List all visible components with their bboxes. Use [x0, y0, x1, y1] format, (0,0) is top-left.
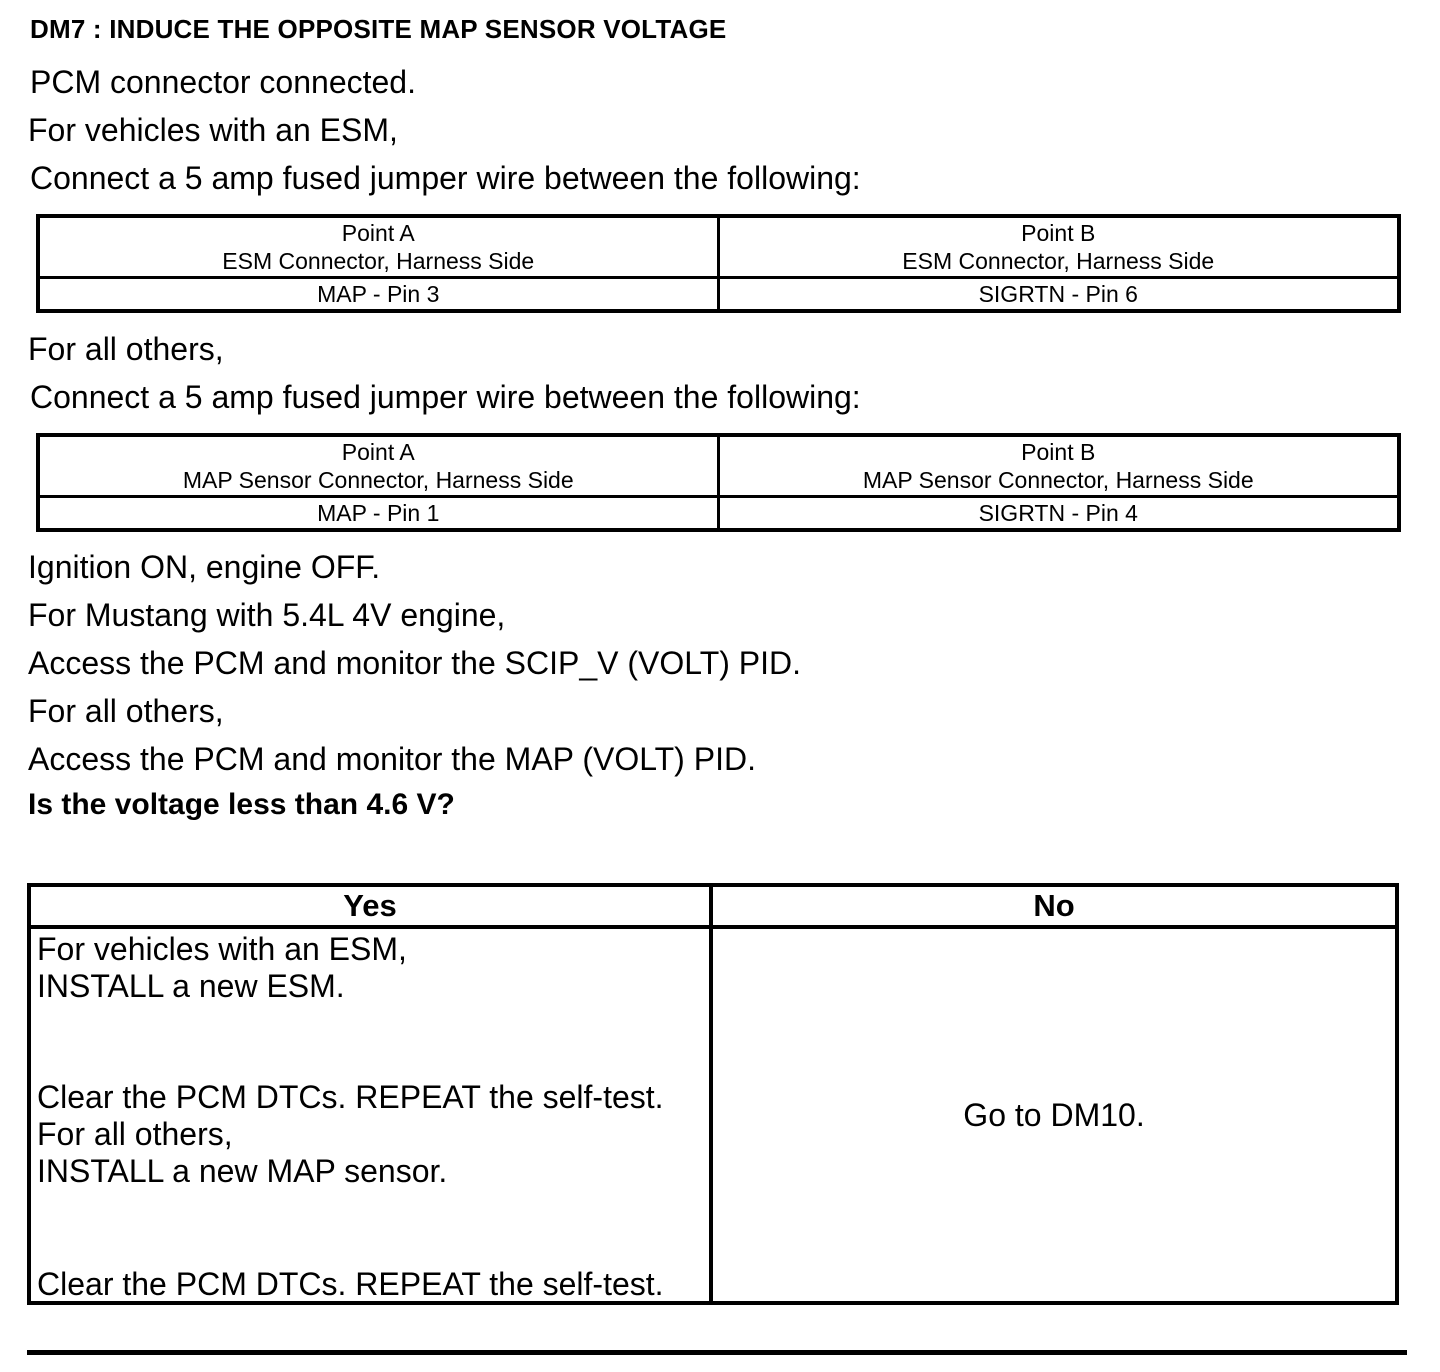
jumper-table-esm	[36, 214, 1401, 313]
no-action-cell	[711, 927, 1397, 1303]
point-a-location: ESM Connector, Harness Side	[222, 248, 535, 274]
point-b-label: Point B	[1021, 220, 1096, 246]
point-b-location: ESM Connector, Harness Side	[902, 248, 1215, 274]
test-question: Is the voltage less than 4.6 V?	[28, 788, 455, 821]
point-a-header-cell	[38, 216, 718, 278]
yes-line: Clear the PCM DTCs. REPEAT the self-test.	[37, 1266, 664, 1302]
step-all-others-2: For all others,	[28, 693, 224, 729]
no-header: No	[711, 885, 1397, 927]
step-mustang: For Mustang with 5.4L 4V engine,	[28, 597, 506, 633]
point-b-pin: SIGRTN - Pin 4	[718, 497, 1399, 531]
step-monitor-map: Access the PCM and monitor the MAP (VOLT) PID.	[28, 741, 756, 777]
point-b-header-cell	[718, 435, 1399, 497]
point-a-pin: MAP - Pin 3	[38, 278, 718, 312]
yes-line: INSTALL a new ESM.	[37, 968, 345, 1004]
point-b-header-cell	[718, 216, 1399, 278]
step-esm-vehicles: For vehicles with an ESM,	[28, 112, 398, 148]
point-b-location: MAP Sensor Connector, Harness Side	[862, 467, 1254, 493]
step-all-others-1: For all others,	[28, 331, 224, 367]
yes-header: Yes	[29, 885, 711, 927]
point-a-location: MAP Sensor Connector, Harness Side	[182, 467, 574, 493]
yes-line: Clear the PCM DTCs. REPEAT the self-test.	[37, 1079, 664, 1115]
point-a-header-cell	[38, 435, 718, 497]
point-b-label: Point B	[1021, 439, 1096, 465]
step-connect-jumper-1: Connect a 5 amp fused jumper wire between the following:	[30, 160, 861, 196]
point-a-label: Point A	[341, 439, 415, 465]
yes-action-cell	[29, 927, 711, 1303]
step-ignition: Ignition ON, engine OFF.	[28, 549, 381, 585]
step-monitor-scip: Access the PCM and monitor the SCIP_V (VOLT) PID.	[28, 645, 802, 681]
point-b-pin: SIGRTN - Pin 6	[718, 278, 1399, 312]
result-table	[27, 883, 1399, 1305]
jumper-table-map-sensor	[36, 433, 1401, 532]
yes-line: INSTALL a new MAP sensor.	[37, 1153, 448, 1189]
step-pcm-connected: PCM connector connected.	[30, 64, 416, 100]
yes-line: For all others,	[37, 1116, 233, 1152]
page-title: DM7 : INDUCE THE OPPOSITE MAP SENSOR VOLTAGE	[30, 14, 727, 44]
yes-line: For vehicles with an ESM,	[37, 931, 407, 967]
bottom-divider	[27, 1350, 1407, 1355]
no-action-text: Go to DM10.	[963, 1096, 1145, 1133]
point-a-label: Point A	[341, 220, 415, 246]
step-connect-jumper-2: Connect a 5 amp fused jumper wire between the following:	[30, 379, 861, 415]
point-a-pin: MAP - Pin 1	[38, 497, 718, 531]
